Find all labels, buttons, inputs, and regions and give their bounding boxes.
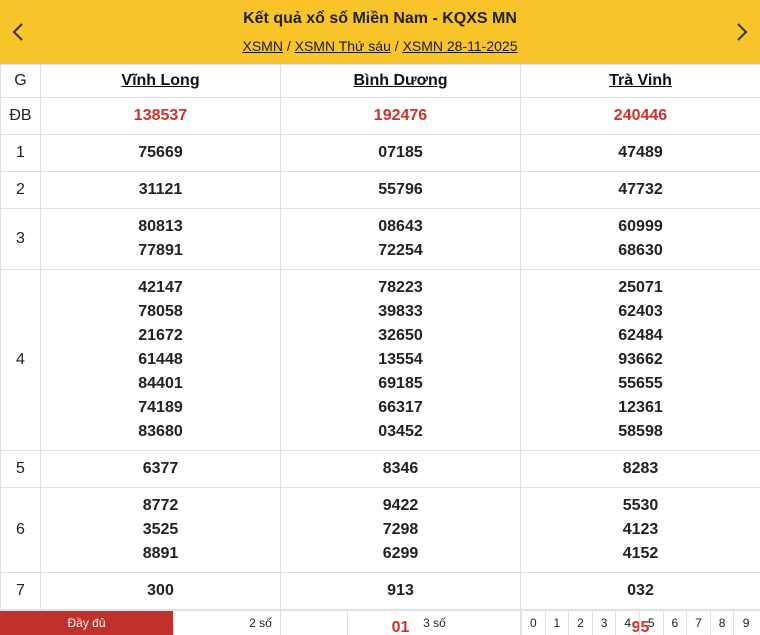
prize-number: 95 bbox=[631, 619, 650, 635]
prize-cell bbox=[521, 209, 760, 270]
prize-number: 42147 bbox=[138, 279, 183, 296]
prize-label: 6 bbox=[1, 488, 41, 573]
prize-cell bbox=[521, 270, 760, 451]
prize-cell bbox=[41, 488, 281, 573]
prize-cell bbox=[41, 209, 281, 270]
chevron-right-icon[interactable] bbox=[728, 18, 756, 46]
prize-cell bbox=[521, 98, 760, 135]
prize-label: ĐB bbox=[1, 98, 41, 135]
mode-full-button[interactable]: Đầy đủ bbox=[0, 611, 174, 635]
col-header-g: G bbox=[1, 65, 41, 98]
digit-filter-0[interactable]: 0 bbox=[522, 611, 546, 635]
prize-number: 61448 bbox=[138, 351, 183, 368]
province-link-binh-duong[interactable]: Bình Dương bbox=[353, 72, 448, 89]
digit-filter-5[interactable]: 5 bbox=[640, 611, 664, 635]
prize-cell bbox=[521, 451, 760, 488]
breadcrumb-xsmn-thu-sau[interactable]: XSMN Thứ sáu bbox=[294, 38, 391, 54]
digit-filter-8[interactable]: 8 bbox=[711, 611, 735, 635]
prize-number: 12361 bbox=[618, 399, 663, 416]
table-row bbox=[1, 98, 760, 135]
prize-cell bbox=[521, 573, 760, 610]
prize-number: 31121 bbox=[138, 181, 183, 198]
prize-number: 25071 bbox=[618, 279, 663, 296]
prize-number: 07185 bbox=[378, 144, 423, 161]
prize-label: 1 bbox=[1, 135, 41, 172]
header-bar bbox=[0, 0, 760, 64]
prize-number: 8346 bbox=[382, 460, 419, 477]
prize-number: 300 bbox=[147, 582, 174, 599]
prize-number: 93662 bbox=[618, 351, 663, 368]
digit-filter-3[interactable]: 3 bbox=[593, 611, 617, 635]
prize-number: 5530 bbox=[622, 497, 659, 514]
prize-cell bbox=[521, 488, 760, 573]
prize-number: 84401 bbox=[138, 375, 183, 392]
breadcrumb-separator: / bbox=[394, 38, 399, 54]
prize-number: 68630 bbox=[618, 242, 663, 259]
prize-number: 66317 bbox=[378, 399, 423, 416]
table-row bbox=[1, 172, 760, 209]
digit-filter-6[interactable]: 6 bbox=[664, 611, 688, 635]
prize-number: 55796 bbox=[378, 181, 423, 198]
table-header-row bbox=[1, 65, 760, 98]
prize-number: 9422 bbox=[382, 497, 419, 514]
prize-number: 8283 bbox=[622, 460, 659, 477]
breadcrumb-separator: / bbox=[286, 38, 291, 54]
prize-cell bbox=[281, 270, 521, 451]
prize-label: 3 bbox=[1, 209, 41, 270]
prize-number: 4152 bbox=[622, 545, 659, 562]
prize-number: 83680 bbox=[138, 423, 183, 440]
prize-number: 77891 bbox=[138, 242, 183, 259]
prize-number: 240446 bbox=[613, 107, 668, 124]
col-header-province bbox=[281, 65, 521, 98]
prize-cell bbox=[41, 172, 281, 209]
prize-number: 78058 bbox=[138, 303, 183, 320]
table-row bbox=[1, 451, 760, 488]
table-row bbox=[1, 488, 760, 573]
prize-cell bbox=[281, 135, 521, 172]
col-header-province bbox=[521, 65, 760, 98]
prize-number: 78223 bbox=[378, 279, 423, 296]
prize-number: 8772 bbox=[142, 497, 179, 514]
page-title: Kết quả xổ số Miền Nam - KQXS MN bbox=[243, 10, 517, 27]
prize-number: 62403 bbox=[618, 303, 663, 320]
prize-cell bbox=[41, 573, 281, 610]
prize-number: 75669 bbox=[138, 144, 183, 161]
mode-2-digit-button[interactable]: 2 số bbox=[174, 611, 348, 635]
prize-number: 08643 bbox=[378, 218, 423, 235]
prize-number: 72254 bbox=[378, 242, 423, 259]
prize-cell bbox=[281, 488, 521, 573]
prize-cell bbox=[41, 451, 281, 488]
prize-number: 21672 bbox=[138, 327, 183, 344]
breadcrumb-xsmn[interactable]: XSMN bbox=[242, 38, 283, 54]
prize-cell bbox=[521, 172, 760, 209]
results-body bbox=[1, 98, 760, 635]
prize-cell bbox=[41, 270, 281, 451]
breadcrumb bbox=[0, 38, 760, 54]
prize-cell bbox=[41, 135, 281, 172]
table-row bbox=[1, 573, 760, 610]
prize-number: 58598 bbox=[618, 423, 663, 440]
prize-number: 62484 bbox=[618, 327, 663, 344]
prize-number: 192476 bbox=[373, 107, 428, 124]
prize-cell bbox=[521, 135, 760, 172]
prize-number: 80813 bbox=[138, 218, 183, 235]
prize-number: 032 bbox=[627, 582, 654, 599]
breadcrumb-xsmn-date[interactable]: XSMN 28-11-2025 bbox=[402, 38, 518, 54]
prize-number: 69185 bbox=[378, 375, 423, 392]
prize-number: 47489 bbox=[618, 144, 663, 161]
digit-filter-9[interactable]: 9 bbox=[742, 616, 750, 630]
prize-cell bbox=[41, 98, 281, 135]
prize-number: 3525 bbox=[142, 521, 179, 538]
prize-number: 8891 bbox=[142, 545, 179, 562]
prize-label: 2 bbox=[1, 172, 41, 209]
prize-number: 4123 bbox=[622, 521, 659, 538]
prize-number: 32650 bbox=[378, 327, 423, 344]
prize-number: 47732 bbox=[618, 181, 663, 198]
prize-number: 03452 bbox=[378, 423, 423, 440]
prize-number: 6299 bbox=[382, 545, 419, 562]
prize-label: 7 bbox=[1, 573, 41, 610]
mode-3-digit-button[interactable]: 3 số bbox=[348, 611, 522, 635]
digit-filter-2[interactable]: 2 bbox=[569, 611, 593, 635]
prize-cell bbox=[281, 573, 521, 610]
prize-cell bbox=[281, 209, 521, 270]
prize-number: 01 bbox=[391, 619, 410, 635]
prize-number: 39833 bbox=[378, 303, 423, 320]
province-link-vinh-long[interactable]: Vĩnh Long bbox=[121, 72, 200, 89]
table-row bbox=[1, 209, 760, 270]
prize-label: 4 bbox=[1, 270, 41, 451]
prize-number: 74189 bbox=[138, 399, 183, 416]
prize-number: 7298 bbox=[382, 521, 419, 538]
prize-number: 13554 bbox=[378, 351, 423, 368]
digit-filter-4[interactable]: 4 bbox=[616, 611, 640, 635]
prize-number: 138537 bbox=[133, 107, 188, 124]
prize-number: 60999 bbox=[618, 218, 663, 235]
digit-filter-1[interactable]: 1 bbox=[546, 611, 570, 635]
table-row bbox=[1, 270, 760, 451]
results-table bbox=[0, 64, 760, 635]
prize-label: 5 bbox=[1, 451, 41, 488]
province-link-tra-vinh[interactable]: Trà Vinh bbox=[609, 72, 672, 89]
prize-number: 6377 bbox=[142, 460, 179, 477]
prize-cell bbox=[281, 98, 521, 135]
table-row bbox=[1, 135, 760, 172]
prize-cell bbox=[281, 172, 521, 209]
prize-number: 55655 bbox=[618, 375, 663, 392]
digit-filter-7[interactable]: 7 bbox=[687, 611, 711, 635]
prize-number: 913 bbox=[387, 582, 414, 599]
prize-cell bbox=[281, 451, 521, 488]
col-header-province bbox=[41, 65, 281, 98]
bottom-bar bbox=[0, 610, 760, 635]
